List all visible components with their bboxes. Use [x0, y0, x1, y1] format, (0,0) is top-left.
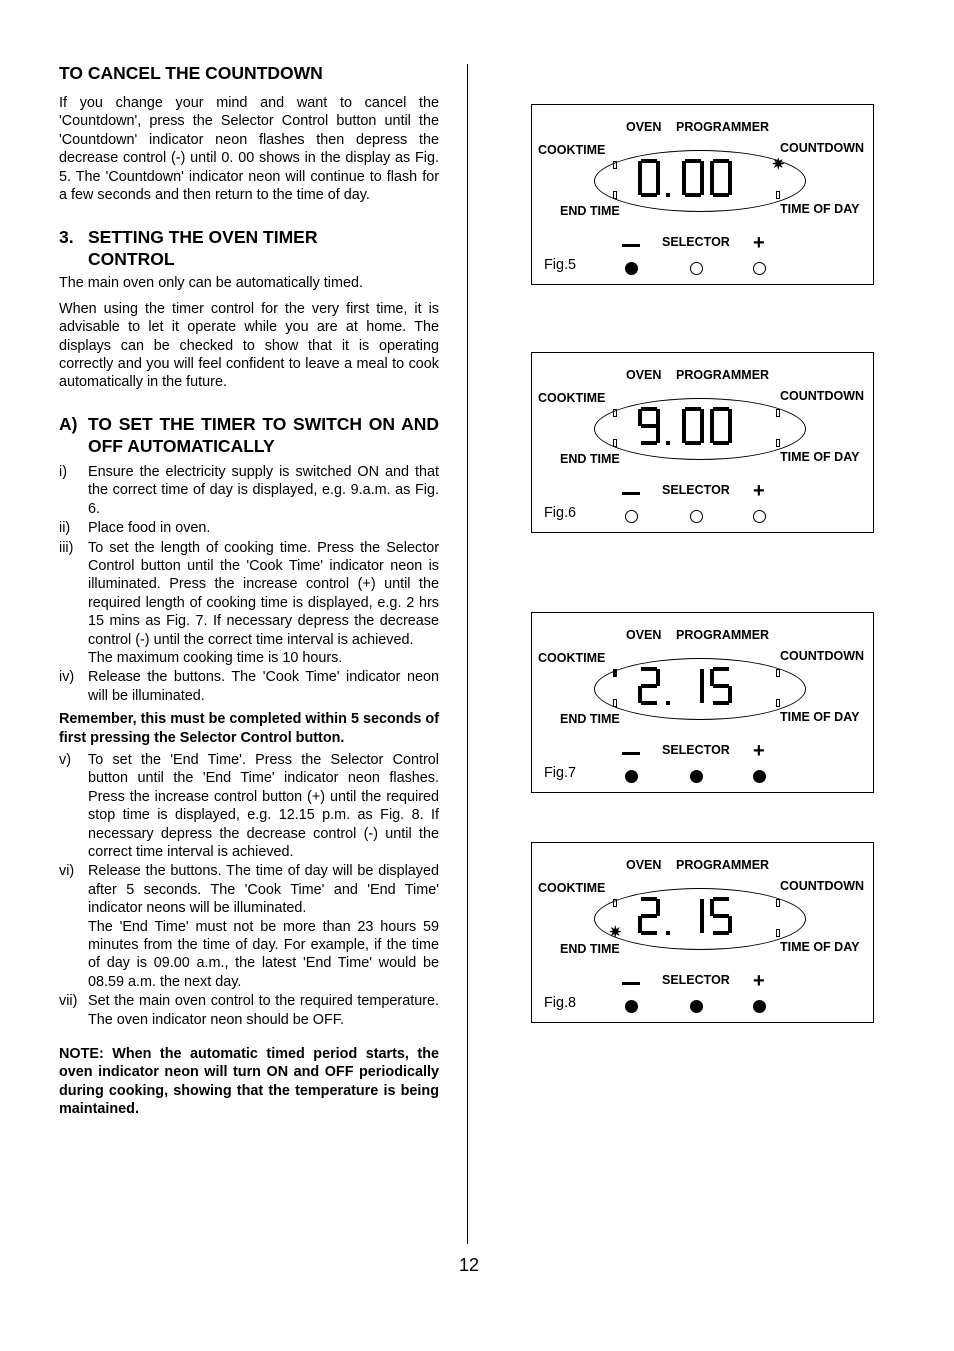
digit-segment [638, 178, 642, 195]
selector-button[interactable] [690, 262, 703, 275]
list-item [59, 463, 439, 518]
cooktime-indicator [613, 161, 617, 169]
digit-segment [710, 161, 714, 178]
list-item-number: iii) [59, 539, 74, 556]
decrease-minus-icon [622, 982, 640, 985]
decrease-button[interactable] [625, 510, 638, 523]
section-3-number: 3. [59, 227, 74, 248]
list-item [59, 519, 439, 537]
increase-button[interactable] [753, 1000, 766, 1013]
digit-segment [710, 178, 714, 195]
digit-segment [713, 193, 729, 197]
programmer-label: PROGRAMMER [676, 628, 770, 642]
figure-6-panel [531, 352, 874, 533]
programmer-label: PROGRAMMER [676, 368, 770, 382]
cancel-countdown-heading: TO CANCEL THE COUNTDOWN [59, 63, 323, 83]
digit-segment [710, 409, 714, 426]
time-of-day-indicator [776, 439, 780, 447]
list-item [59, 668, 439, 705]
list-item [59, 751, 439, 861]
oven-label: OVEN [626, 120, 662, 134]
digit-segment [700, 669, 704, 686]
selector-label: SELECTOR [662, 743, 730, 757]
digit-segment [713, 159, 729, 163]
page-number: 12 [459, 1255, 480, 1275]
oven-label: OVEN [626, 628, 662, 642]
list-item-text: Place food in oven. [88, 520, 211, 537]
digit-segment [710, 426, 714, 443]
selector-label: SELECTOR [662, 483, 730, 497]
cooktime-indicator [613, 669, 617, 677]
end-time-indicator [613, 699, 617, 707]
digit-segment [685, 441, 701, 445]
note-paragraph: NOTE: When the automatic timed period starts, the oven indicator neon will turn ON and OFF periodically during cooking, showing that the temperature is being maintained. [59, 1046, 439, 1118]
time-of-day-label: TIME OF DAY [780, 202, 860, 216]
digit-segment [682, 161, 686, 178]
list-item-text: Ensure the electricity supply is switched ON and that the correct time of day is displayed, e.g. 9.a.m. as Fig. 6. [88, 463, 439, 517]
list-item [59, 862, 439, 991]
digit-segment [641, 701, 657, 705]
cooktime-label: COOKTIME [538, 391, 606, 405]
countdown-indicator [776, 899, 780, 907]
figure-label: Fig.5 [544, 257, 576, 273]
digit-segment [728, 916, 732, 933]
digit-segment [713, 914, 729, 918]
time-of-day-label: TIME OF DAY [780, 450, 860, 464]
time-display-digits [636, 885, 766, 955]
list-item-number: v) [59, 751, 71, 768]
time-display-digits [636, 655, 766, 725]
time-display [636, 655, 766, 725]
digit-segment [713, 701, 729, 705]
selector-button[interactable] [690, 510, 703, 523]
increase-button[interactable] [753, 510, 766, 523]
end-time-flashing-icon: ✷ [609, 924, 622, 941]
time-display [636, 147, 766, 217]
digit-segment [713, 931, 729, 935]
digit-segment [728, 686, 732, 703]
digit-segment [710, 899, 714, 916]
digit-segment [700, 161, 704, 178]
digit-segment [713, 441, 729, 445]
cancel-countdown-paragraph: If you change your mind and want to cancel the 'Countdown', press the Selector Control button until the 'Countdown' indicator neon flashes then depress the decrease control (-) until 0. 00 shows in the display as Fig. 5. The 'Countdown' indicator neon will continue to flash for a few seconds and then return to the time of day. [59, 95, 439, 204]
list-item-text: To set the 'End Time'. Press the Selector Control button until the 'End Time' indicator neon flashes. Press the increase control button (+) until the required stop time is displayed, e.g. 12.15 p.m. as Fig. 8. If necessary depress the decrease control (-) until the correct time interval is achieved. [88, 751, 439, 860]
digit-segment [728, 178, 732, 195]
cooktime-indicator [613, 899, 617, 907]
list-item-number: vi) [59, 863, 75, 880]
digit-segment [710, 669, 714, 686]
digit-segment [682, 426, 686, 443]
digit-segment [700, 916, 704, 933]
list-item-extra: The 'End Time' must not be more than 23 hours 59 minutes from the time of day. For example, if the time of day is 09.00 a.m., the latest 'End Time' would be 08.59 a.m. the next day. [88, 918, 439, 990]
digit-segment [638, 161, 642, 178]
countdown-label: COUNTDOWN [780, 389, 865, 403]
section-a-number: A) [59, 413, 78, 434]
end-time-label: END TIME [560, 942, 620, 956]
section-a-heading [59, 413, 439, 457]
list-item-number: i) [59, 463, 67, 480]
list-item-text: Set the main oven control to the required temperature. The oven indicator neon should be OFF. [88, 993, 439, 1028]
time-display-digits [636, 147, 766, 217]
list-item-text: To set the length of cooking time. Press the Selector Control button until the 'Cook Time' indicator neon is illuminated. Press the increase control (+) until the required length of cooking time is displayed, e.g. 2 hrs 15 mins as Fig. 7. If necessary depress the decrease control (-) until the correct time interval is achieved. [88, 539, 439, 648]
end-time-indicator [613, 439, 617, 447]
first-time-paragraph: When using the timer control for the very first time, it is advisable to let it operate while you are at home. The displays can be checked to show that it is operating correctly and you will feel confident to leave a meal to cook automatically in the future. [59, 300, 439, 391]
digit-segment [656, 161, 660, 178]
time-of-day-label: TIME OF DAY [780, 710, 860, 724]
digit-segment [638, 409, 642, 426]
digit-segment [700, 899, 704, 916]
remember-note: Remember, this must be completed within 5 seconds of first pressing the Selector Control button. [59, 711, 439, 746]
digit-segment [713, 684, 729, 688]
increase-plus-icon: + [753, 232, 765, 254]
countdown-indicator [776, 669, 780, 677]
digit-segment [685, 159, 701, 163]
digit-segment [641, 667, 657, 671]
digit-segment [728, 409, 732, 426]
decimal-point [666, 193, 670, 197]
main-oven-paragraph: The main oven only can be automatically timed. [59, 275, 363, 292]
digit-segment [641, 897, 657, 901]
list-item-extra: The maximum cooking time is 10 hours. [88, 649, 343, 666]
digit-segment [682, 409, 686, 426]
time-of-day-indicator [776, 929, 780, 937]
digit-segment [700, 178, 704, 195]
figure-label: Fig.8 [544, 995, 576, 1011]
selector-label: SELECTOR [662, 235, 730, 249]
digit-segment [682, 178, 686, 195]
time-of-day-indicator [776, 191, 780, 199]
digit-segment [641, 407, 657, 411]
digit-segment [656, 899, 660, 916]
main-text-column [59, 62, 439, 1119]
decrease-minus-icon [622, 752, 640, 755]
cooktime-label: COOKTIME [538, 881, 606, 895]
oven-label: OVEN [626, 858, 662, 872]
decrease-minus-icon [622, 492, 640, 495]
section-3-title: SETTING THE OVEN TIMER CONTROL [88, 227, 318, 270]
digit-segment [638, 686, 642, 703]
time-display [636, 885, 766, 955]
increase-button[interactable] [753, 770, 766, 783]
digit-segment [728, 161, 732, 178]
figure-label: Fig.6 [544, 505, 576, 521]
countdown-indicator [776, 409, 780, 417]
list-item-text: Release the buttons. The time of day will be displayed after 5 seconds. The 'Cook Time' and 'End Time' indicator neons will be illuminated. [88, 863, 439, 917]
programmer-label: PROGRAMMER [676, 858, 770, 872]
time-display [636, 395, 766, 465]
time-of-day-indicator [776, 699, 780, 707]
selector-button[interactable] [690, 770, 703, 783]
increase-plus-icon: + [753, 740, 765, 762]
cooktime-label: COOKTIME [538, 143, 606, 157]
time-of-day-label: TIME OF DAY [780, 940, 860, 954]
digit-segment [638, 916, 642, 933]
increase-button[interactable] [753, 262, 766, 275]
programmer-label: PROGRAMMER [676, 120, 770, 134]
list-item [59, 539, 439, 668]
countdown-flashing-icon: ✷ [772, 156, 785, 173]
countdown-label: COUNTDOWN [780, 649, 865, 663]
digit-segment [641, 914, 657, 918]
digit-segment [700, 426, 704, 443]
end-time-label: END TIME [560, 204, 620, 218]
countdown-label: COUNTDOWN [780, 879, 865, 893]
steps-list-b [59, 751, 439, 1029]
selector-label: SELECTOR [662, 973, 730, 987]
digit-segment [656, 409, 660, 426]
decrease-button[interactable] [625, 262, 638, 275]
list-item-number: iv) [59, 669, 75, 686]
figure-label: Fig.7 [544, 765, 576, 781]
digit-segment [728, 426, 732, 443]
digit-segment [656, 426, 660, 443]
figure-8-panel [531, 842, 874, 1023]
digit-segment [641, 931, 657, 935]
list-item-number: ii) [59, 520, 71, 537]
column-divider [467, 64, 468, 1244]
digit-segment [641, 159, 657, 163]
cooktime-indicator [613, 409, 617, 417]
list-item-number: vii) [59, 993, 78, 1010]
decrease-button[interactable] [625, 1000, 638, 1013]
digit-segment [641, 193, 657, 197]
end-time-label: END TIME [560, 452, 620, 466]
decrease-minus-icon [622, 244, 640, 247]
section-3-heading [59, 226, 439, 270]
time-display-digits [636, 395, 766, 465]
figure-5-panel [531, 104, 874, 285]
decrease-button[interactable] [625, 770, 638, 783]
digit-segment [700, 686, 704, 703]
digit-segment [656, 178, 660, 195]
oven-label: OVEN [626, 368, 662, 382]
digit-segment [641, 684, 657, 688]
figure-7-panel [531, 612, 874, 793]
countdown-label: COUNTDOWN [780, 141, 865, 155]
decimal-point [666, 931, 670, 935]
digit-segment [700, 409, 704, 426]
end-time-indicator [613, 191, 617, 199]
selector-button[interactable] [690, 1000, 703, 1013]
end-time-label: END TIME [560, 712, 620, 726]
digit-segment [713, 667, 729, 671]
steps-list-a [59, 463, 439, 705]
digit-segment [713, 897, 729, 901]
digit-segment [656, 669, 660, 686]
decimal-point [666, 701, 670, 705]
increase-plus-icon: + [753, 970, 765, 992]
decimal-point [666, 441, 670, 445]
list-item [59, 992, 439, 1029]
digit-segment [641, 441, 657, 445]
digit-segment [685, 193, 701, 197]
list-item-text: Release the buttons. The 'Cook Time' indicator neon will be illuminated. [88, 669, 439, 704]
section-a-title: TO SET THE TIMER TO SWITCH ON AND OFF AUTOMATICALLY [88, 413, 439, 456]
cooktime-label: COOKTIME [538, 651, 606, 665]
increase-plus-icon: + [753, 480, 765, 502]
digit-segment [685, 407, 701, 411]
digit-segment [641, 424, 657, 428]
digit-segment [713, 407, 729, 411]
